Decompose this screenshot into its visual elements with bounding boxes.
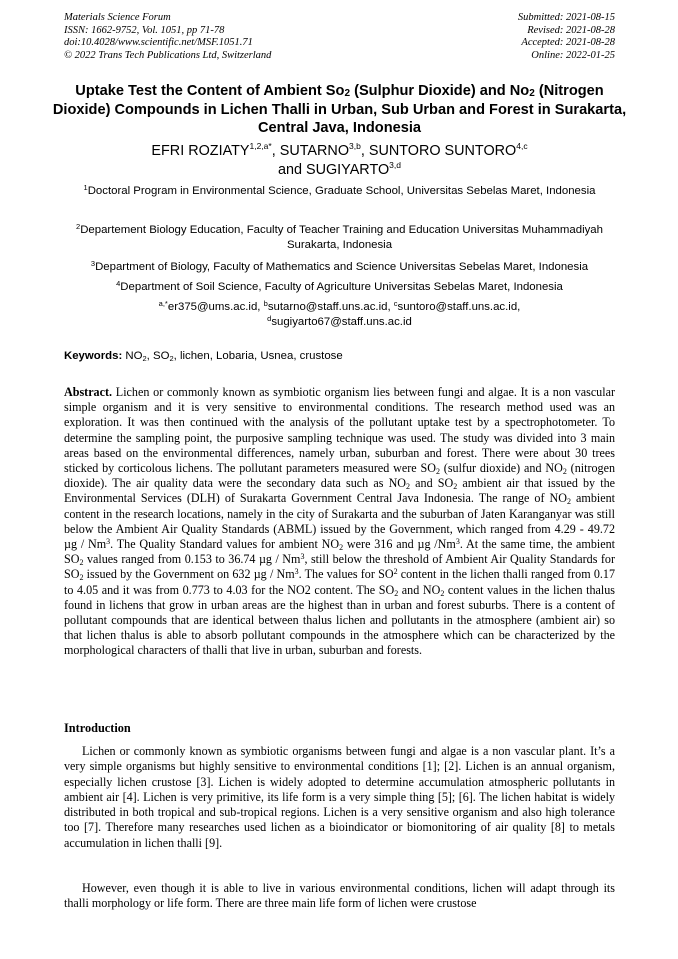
paper-title: Uptake Test the Content of Ambient $So_2$ (Sulphur Dioxide) and $No_2$ (Nitrogen Dioxide) Compounds in Lichen Thalli in Urban, Sub Urban and Forest in Surakarta, Central Java, Indonesia <box>52 83 627 137</box>
intro-paragraph-1: Lichen or commonly known as symbiotic organisms between fungi and algae is a non vascular plant. It’s a very simple organisms but highly sensitive to environmental conditions [1]; [2]. Lichen is an annual organism, especially lichen crustose [3]. Lichen is widely adopted to determine accumulation atmospheric pollutants in ambient air [4]. Lichen is very primitive, its life form is a very simple thing [5]; [6]. The lichen habitat is widely distributed in both tropical and sub-tropical regions. Lichen is a very sensitive organism and also high tolerance too [7]. Therefore many researches used lichen as a bioindicator or biomonitoring of air quality [8] to metals accumulation in lichen thalli [9]. <box>64 744 615 850</box>
affiliation-4: $^4$Department of Soil Science, Faculty of Agriculture Universitas Sebelas Maret, Indonesia <box>116 279 563 293</box>
journal-name: Materials Science Forum <box>64 12 171 23</box>
date-submitted: Submitted: 2021-08-15 <box>517 12 615 23</box>
keywords: Keywords: $NO_2$, $SO_2$, lichen, Lobaria, Usnea, crustose <box>64 350 343 363</box>
author-name: EFRI ROZIATY <box>151 143 250 159</box>
date-online: Online: 2022-01-25 <box>531 49 615 61</box>
date-accepted: Accepted: 2021-08-28 <box>521 37 615 48</box>
publication-dates <box>415 12 615 62</box>
author-name: SUTARNO <box>279 143 350 159</box>
journal-doi: doi:10.4028/www.scientific.net/MSF.1051.71 <box>64 37 253 48</box>
intro-paragraph-2: However, even though it is able to live in various environmental conditions, lichen will adapt through its thalli morphology or life form. There are three main life form of lichen were crustose <box>64 881 615 911</box>
affiliation-2: $^2$Departement Biology Education, Faculty of Teacher Training and Education Universitas Muhammadiyah Surakarta, Indonesia <box>76 222 603 251</box>
journal-copyright: © 2022 Trans Tech Publications Ltd, Switzerland <box>64 49 272 61</box>
keywords-label: Keywords: <box>64 350 123 362</box>
author-emails: $^{a,*}$er375@ums.ac.id, $^b$sutarno@staff.uns.ac.id, $^c$suntoro@staff.uns.ac.id, $^d$sugiyarto67@staff.uns.ac.id <box>158 299 521 328</box>
journal-issn: ISSN: 1662-9752, Vol. 1051, pp 71-78 <box>64 24 225 36</box>
affiliation-1: $^1$Doctoral Program in Environmental Science, Graduate School, Universitas Sebelas Maret, Indonesia <box>83 183 596 197</box>
affiliation-3: $^3$Department of Biology, Faculty of Mathematics and Science Universitas Sebelas Maret, Indonesia <box>90 259 589 273</box>
abstract: Abstract. Lichen or commonly known as symbiotic organism lies between fungi and algae. It is a non vascular simple organism and it is very sensitive to environmental conditions. The research method used was an exploration. It was then continued with the analysis of the pollutant uptake test by a spectrophotometer. To determine the sampling point, the purposive sampling technique was used. The study was divided into 3 main areas based on the environmental differences, namely urban, suburban and forest. There were about 30 trees sticked by corticolous lichens. The pollutant parameters measured were $SO_2$ (sulfur dioxide) and $NO_2$ (nitrogen dioxide). The air quality data were the secondary data such as $NO_2$ and $SO_2$ ambient air that issued by the Environmental Services (DLH) of Surakarta Government Central Java Indonesia. The range of $NO_2$ ambient content in the research locations, namely in the city of Surakarta and the suburban of Jaten Karanganyar was still below the Ambient Air Quality Standards (ABML) issued by the Government, which ranged from 4.29 - 49.72 µg / Nm$^3$. The Quality Standard values for ambient $NO_2$ were 316 and µg /Nm$^3$. At the same time, the ambient $SO_2$ values ranged from 0.153 to 36.74 µg / Nm$^3$, still below the threshold of Ambient Air Quality Standards for $SO_2$ issued by the Government on 632 µg / Nm$^3$. The values for $SO^2$ content in the lichen thalli ranged from 0.17 to 4.05 and it was from 0.773 to 4.03 for the NO2 content. The $SO_2$ and $NO_2$ content values in the lichen thalus found in lichens that grow in urban areas are the highest than in urban and forest suburbs. There is a content of pollutant compounds that are identical between thalus lichen and pollutants in the atmosphere (ambient air) so that lichen thalus is able to absorb pollutant compounds in the atmosphere which can be characterized by the morphological characters of thalli that live in urban, suburban and forests. <box>64 385 616 658</box>
author-name: SUGIYARTO <box>306 161 390 178</box>
date-revised: Revised: 2021-08-28 <box>527 24 615 36</box>
section-heading-introduction: Introduction <box>64 721 131 735</box>
author-name: SUNTORO SUNTORO <box>368 143 517 159</box>
journal-info <box>64 12 364 62</box>
abstract-label: Abstract. <box>64 385 113 399</box>
author-list: EFRI $ROZIATY^{1,2,a*}$, SUTARNO$^{3,b}$, SUNTORO SUNTORO$^{4,c}$ and SUGIYARTO$^{3,d}$ <box>151 141 528 178</box>
